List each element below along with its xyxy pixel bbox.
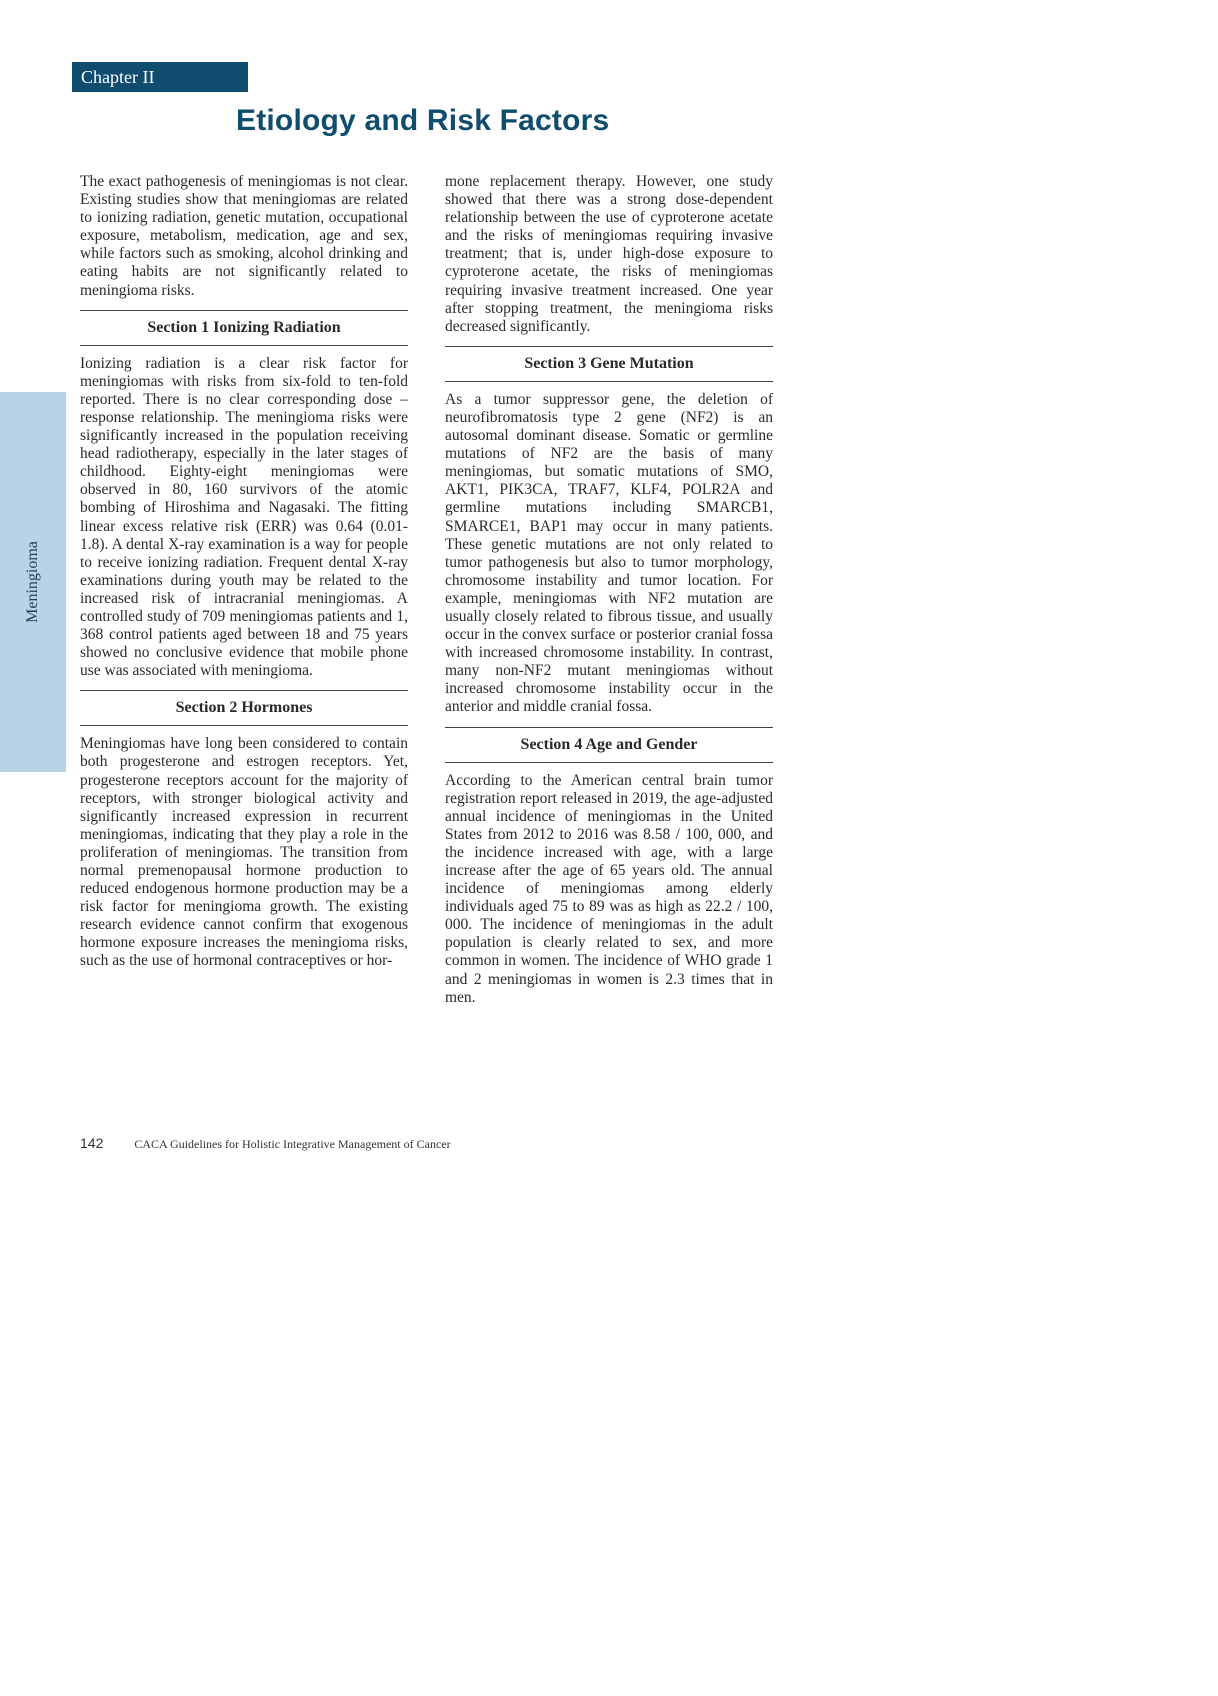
page-title: Etiology and Risk Factors	[236, 104, 610, 137]
section-body-age-gender: According to the American central brain tumor registration report released in 2019, the age-adjusted annual incidence of meningiomas in the United States from 2012 to 2016 was 8.58 / 100, 000, and the incidence increased with age, with a large increase after the age of 65 years old. The annual incidence of meningiomas among elderly individuals aged 75 to 89 was as high as 22.2 / 100, 000. The incidence of meningiomas in the adult population is clearly related to sex, and more common in women. The incidence of WHO grade 1 and 2 meningiomas in women is 2.3 times that in men.	[445, 771, 773, 1006]
side-tab-label: Meningioma	[24, 541, 41, 623]
section-heading-ionizing-radiation: Section 1 Ionizing Radiation	[80, 310, 408, 346]
side-tab	[0, 392, 66, 772]
section-heading-hormones: Section 2 Hormones	[80, 690, 408, 726]
section-body-ionizing-radiation: Ionizing radiation is a clear risk factor for meningiomas with risks from six-fold to ten-fold reported. There is no clear corresponding dose – response relationship. The meningioma risks were significantly increased in the population receiving head radiotherapy, especially in the later stages of childhood. Eighty-eight meningiomas were observed in 80, 160 survivors of the atomic bombing of Hiroshima and Nagasaki. The fitting linear excess relative risk (ERR) was 0.64 (0.01-1.8). A dental X-ray examination is a way for people to receive ionizing radiation. Frequent dental X-ray examinations during youth may be related to the increased risk of intracranial meningiomas. A controlled study of 709 meningiomas patients and 1, 368 control patients aged between 18 and 75 years showed no conclusive evidence that mobile phone use was associated with meningioma.	[80, 354, 408, 680]
intro-paragraph: The exact pathogenesis of meningiomas is not clear. Existing studies show that meningiomas are related to ionizing radiation, genetic mutation, occupational exposure, metabolism, medication, age and sex, while factors such as smoking, alcohol drinking and eating habits are not significantly related to meningioma risks.	[80, 173, 408, 299]
left-column	[80, 173, 408, 971]
section-heading-age-gender: Section 4 Age and Gender	[445, 727, 773, 763]
section-body-gene-mutation: As a tumor suppressor gene, the deletion of neurofibromatosis type 2 gene (NF2) is an autosomal dominant disease. Somatic or germline mutations of NF2 are the basis of many meningiomas, but somatic mutations of SMO, AKT1, PIK3CA, TRAF7, KLF4, POLR2A and germline mutations including SMARCB1, SMARCE1, BAP1 may occur in many patients. These genetic mutations are not only related to tumor pathogenesis but also to tumor morphology, chromosome instability and tumor location. For example, meningiomas with NF2 mutation are usually closely related to fibrous tissue, and usually occur in the convex surface or posterior cranial fossa with increased chromosome instability. In contrast, many non-NF2 mutant meningiomas without increased chromosome instability occur in the anterior and middle cranial fossa.	[445, 390, 773, 716]
right-column	[445, 173, 773, 1007]
section-body-hormones-part2: mone replacement therapy. However, one study showed that there was a strong dose-dependent relationship between the use of cyproterone acetate and the risks of meningiomas requiring invasive treatment; that is, under high-dose exposure to cyproterone acetate, the risks of meningiomas requiring invasive treatment increased. One year after stopping treatment, the meningioma risks decreased significantly.	[445, 173, 773, 335]
page-number: 142	[80, 1135, 104, 1151]
chapter-label: Chapter II	[72, 62, 248, 92]
section-body-hormones-part1: Meningiomas have long been considered to contain both progesterone and estrogen receptors. Yet, progesterone receptors account for the majority of receptors, with stronger biological activity and significantly increased expression in recurrent meningiomas, indicating that they play a role in the proliferation of meningiomas. The transition from normal premenopausal hormone production to reduced endogenous hormone production may be a risk factor for meningioma growth. The existing research evidence cannot confirm that exogenous hormone exposure increases the meningioma risks, such as the use of hormonal contraceptives or hor-	[80, 735, 408, 970]
section-heading-gene-mutation: Section 3 Gene Mutation	[445, 346, 773, 382]
book-title: CACA Guidelines for Holistic Integrative Management of Cancer	[134, 1137, 451, 1151]
page-footer	[80, 1135, 451, 1152]
